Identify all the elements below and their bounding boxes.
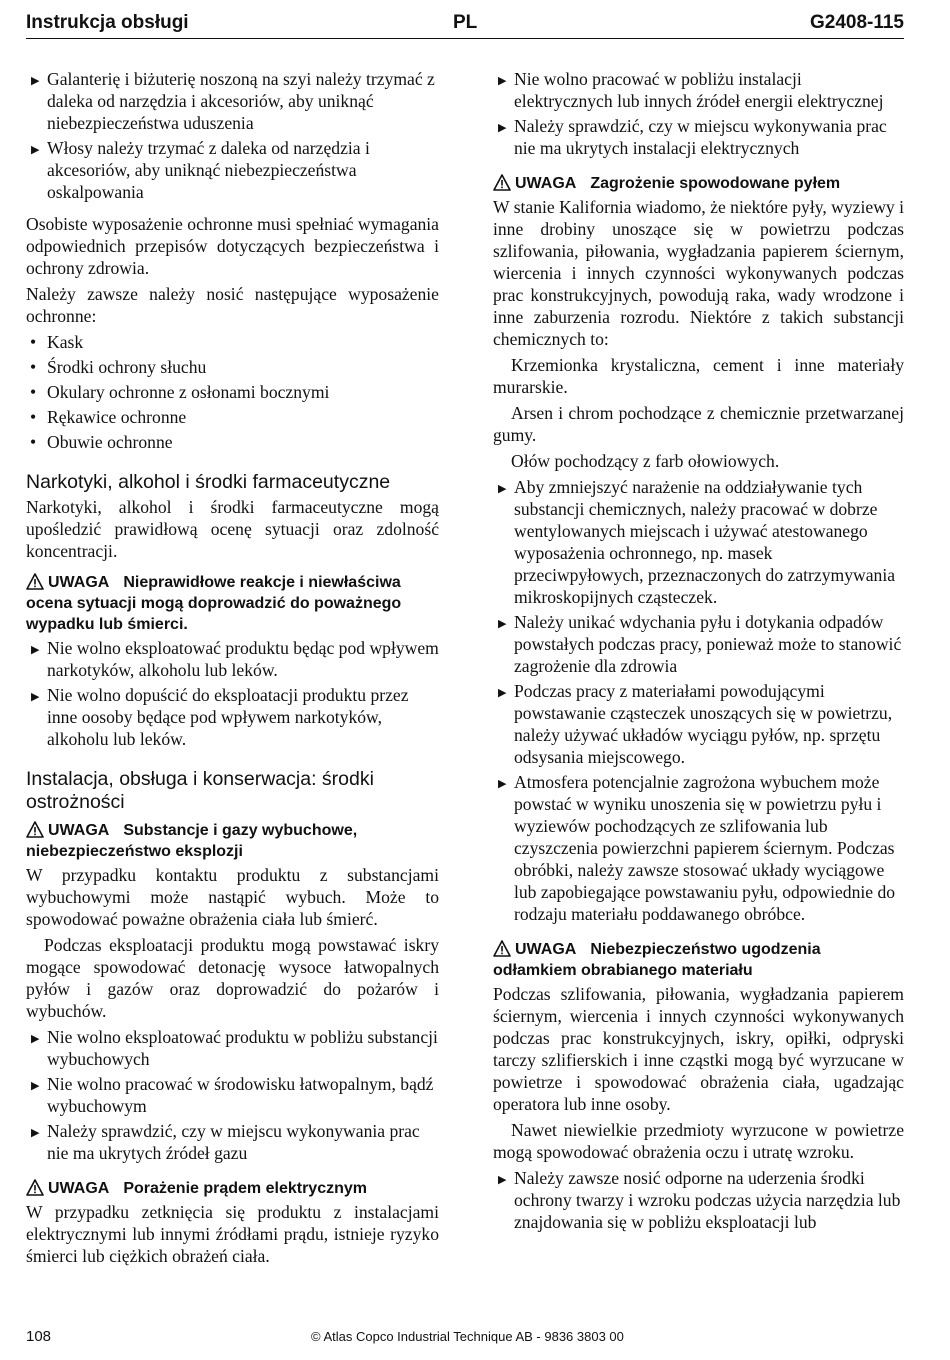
body-paragraph: W przypadku kontaktu produktu z substancjami wybuchowymi może nastąpić wybuch. Może to spowodować poważne obrażenia ciała lub śmierć. — [26, 865, 439, 929]
bullet-icon: • — [30, 357, 37, 377]
warning-box — [26, 820, 439, 862]
list-item: • Obuwie ochronne — [30, 432, 173, 452]
right-column — [493, 68, 904, 1237]
header-title: Instrukcja obsługi — [26, 12, 189, 33]
body-paragraph: Arsen i chrom pochodzące z chemicznie przetwarzanej gumy. — [493, 403, 904, 445]
explosion-list — [26, 1026, 439, 1164]
list-item: ▶ Należy zawsze nosić odporne na uderzenia środki ochrony twarzy i wzroku podczas użycia narzędzia lub znajdowania się w pobliżu eksploatacji lub — [498, 1168, 901, 1232]
warning-word: UWAGA — [515, 175, 577, 192]
ppe-paragraph: Osobiste wyposażenie ochronne musi spełniać wymagania odpowiednich przepisów dotyczących bezpieczeństwa i ochrony zdrowia. — [26, 214, 439, 278]
warning-title: Substancje i gazy wybuchowe, niebezpieczeństwo eksplozji — [26, 822, 358, 860]
header-language: PL — [453, 12, 478, 33]
bullet-icon: • — [30, 407, 37, 427]
jewelry-hair-list — [26, 68, 439, 203]
dust-list — [493, 476, 904, 925]
list-item: ▶ Nie wolno dopuścić do eksploatacji produktu przez inne oosoby będące pod wpływem narkotyków, alkoholu lub leków. — [31, 685, 409, 749]
warning-word: UWAGA — [515, 941, 577, 958]
warning-triangle-icon — [26, 821, 44, 838]
list-item: ▶ Nie wolno eksploatować produktu w pobliżu substancji wybuchowych — [31, 1027, 438, 1069]
bullet-icon: • — [30, 382, 37, 402]
body-paragraph: Nawet niewielkie przedmioty wyrzucone w powietrze mogą spowodować obrażenia oczu i utratę wzroku. — [493, 1120, 904, 1162]
warning-word: UWAGA — [48, 574, 110, 591]
arrow-icon: ▶ — [31, 691, 40, 703]
list-item: ▶ Aby zmniejszyć narażenie na oddziaływanie tych substancji chemicznych, należy pracować w dobrze wentylowanych miejscach i używać atestowanego wyposażenia ochronnego, np. masek przeciwpyłowych, przeznaczonych do zatrzymywania mikroskopijnych cząsteczek. — [498, 477, 896, 607]
list-item: ▶ Galanterię i biżuterię noszoną na szyi należy trzymać z daleka od narzędzia i akcesoriów, aby uniknąć niebezpieczeństwa uduszenia — [31, 69, 435, 133]
arrow-icon: ▶ — [31, 1127, 40, 1139]
list-item: ▶ Nie wolno eksploatować produktu będąc pod wpływem narkotyków, alkoholu lub leków. — [31, 638, 439, 680]
arrow-icon: ▶ — [498, 687, 507, 699]
list-item: ▶ Włosy należy trzymać z daleka od narzędzia i akcesoriów, aby uniknąć niebezpieczeństwa oskalpowania — [31, 138, 370, 202]
body-paragraph: Podczas eksploatacji produktu mogą powstawać iskry mogące spowodować detonację wysoce łatwopalnych pyłów i gazów oraz doprowadzić do pożarów i wybuchów. — [26, 935, 439, 1021]
body-paragraph: W przypadku zetknięcia się produktu z instalacjami elektrycznymi lub innymi źródłami prądu, istnieje ryzyko śmierci lub ciężkich obrażeń ciała. — [26, 1202, 439, 1266]
bullet-icon: • — [30, 332, 37, 352]
electric-list — [493, 68, 904, 159]
header-doc-number: G2408-115 — [809, 12, 904, 33]
warning-box — [493, 939, 904, 981]
warning-title: Nieprawidłowe reakcje i niewłaściwa ocena sytuacji mogą doprowadzić do poważnego wypadku lub śmierci. — [26, 574, 402, 633]
arrow-icon: ▶ — [31, 1033, 40, 1045]
arrow-icon: ▶ — [31, 75, 40, 87]
list-item: • Kask — [30, 332, 84, 352]
warning-triangle-icon — [493, 174, 511, 191]
section-heading: Instalacja, obsługa i konserwacja: środki ostrożności — [26, 768, 374, 813]
arrow-icon: ▶ — [498, 483, 507, 495]
arrow-icon: ▶ — [498, 1174, 507, 1186]
arrow-icon: ▶ — [498, 75, 507, 87]
list-item: ▶ Podczas pracy z materiałami powodującymi powstawanie cząsteczek unoszących się w powietrzu, należy używać układów wyciągu pyłów, np. sprzętu odsysania miejscowego. — [498, 681, 893, 767]
warning-word: UWAGA — [48, 822, 110, 839]
warning-title: Zagrożenie spowodowane pyłem — [590, 175, 841, 192]
list-item: ▶ Należy sprawdzić, czy w miejscu wykonywania prac nie ma ukrytych źródeł gazu — [31, 1121, 420, 1163]
warning-triangle-icon — [26, 573, 44, 590]
page-header — [26, 10, 904, 39]
warning-title: Niebezpieczeństwo ugodzenia odłamkiem obrabianego materiału — [493, 941, 821, 979]
list-item: • Okulary ochronne z osłonami bocznymi — [30, 382, 330, 402]
list-item: ▶ Należy sprawdzić, czy w miejscu wykonywania prac nie ma ukrytych instalacji elektrycznych — [498, 116, 887, 158]
body-paragraph: Krzemionka krystaliczna, cement i inne materiały murarskie. — [493, 355, 904, 397]
list-item: ▶ Atmosfera potencjalnie zagrożona wybuchem może powstać w wyniku unoszenia się w powietrzu pyłu i wyziewów pochodzących ze szlifowania lub czyszczenia powierzchni papierem ściernym. Podczas obróbki, należy zawsze stosować układy wyciągowe lub zapobiegające powstawaniu pyłu, odpowiednie do rodzaju materiału poddawanego obróbce. — [498, 772, 896, 924]
arrow-icon: ▶ — [498, 778, 507, 790]
arrow-icon: ▶ — [498, 122, 507, 134]
ppe-list — [26, 331, 439, 453]
arrow-icon: ▶ — [31, 644, 40, 656]
warning-title: Porażenie prądem elektrycznym — [123, 1180, 367, 1197]
ppe-paragraph: Należy zawsze należy nosić następujące wyposażenie ochronne: — [26, 284, 439, 326]
arrow-icon: ▶ — [31, 1080, 40, 1092]
list-item: • Rękawice ochronne — [30, 407, 187, 427]
warning-triangle-icon — [493, 940, 511, 957]
list-item: ▶ Należy unikać wdychania pyłu i dotykania odpadów powstałych podczas pracy, ponieważ może to stanowić zagrożenie dla zdrowia — [498, 612, 902, 676]
list-item: ▶ Nie wolno pracować w środowisku łatwopalnym, bądź wybuchowym — [31, 1074, 434, 1116]
bullet-icon: • — [30, 432, 37, 452]
arrow-icon: ▶ — [498, 618, 507, 630]
warning-box — [493, 173, 904, 194]
left-column — [26, 68, 439, 1271]
list-item: • Środki ochrony słuchu — [30, 357, 207, 377]
page-number: 108 — [26, 1328, 52, 1345]
arrow-icon: ▶ — [31, 144, 40, 156]
body-paragraph: W stanie Kalifornia wiadomo, że niektóre pyły, wyziewy i inne drobiny unoszące się w powietrzu podczas szlifowania, piłowania, wygładzania papierem ściernym, wiercenia i innych czynności wykonywanych podczas prac konstrukcyjnych, powodują raka, wady wrodzone i inne zaburzenia rozrodu. Niektóre z takich substancji chemicznych to: — [493, 197, 904, 349]
body-paragraph: Podczas szlifowania, piłowania, wygładzania papierem ściernym, wiercenia i innych czynności wykonywanych podczas prac konstrukcyjnych, iskry, opiłki, odpryski tarczy szlifierskich i inne cząstki mogą być wyrzucane w powietrze i spowodować obrażenia ciała, ugadzając operatora lub inne osoby. — [493, 984, 904, 1114]
body-paragraph: Narkotyki, alkohol i środki farmaceutyczne mogą upośledzić prawidłową ocenę sytuacji oraz zdolność koncentracji. — [26, 497, 439, 561]
warning-box — [26, 572, 439, 635]
warning-box — [26, 1178, 439, 1199]
fragments-list — [493, 1167, 904, 1233]
section-heading: Narkotyki, alkohol i środki farmaceutyczne — [26, 471, 391, 493]
copyright: © Atlas Copco Industrial Technique AB - 9836 3803 00 — [311, 1329, 624, 1344]
drugs-list — [26, 637, 439, 750]
warning-word: UWAGA — [48, 1180, 110, 1197]
list-item: ▶ Nie wolno pracować w pobliżu instalacji elektrycznych lub innych źródeł energii elektrycznej — [498, 69, 884, 111]
warning-triangle-icon — [26, 1179, 44, 1196]
body-paragraph: Ołów pochodzący z farb ołowiowych. — [511, 451, 780, 471]
